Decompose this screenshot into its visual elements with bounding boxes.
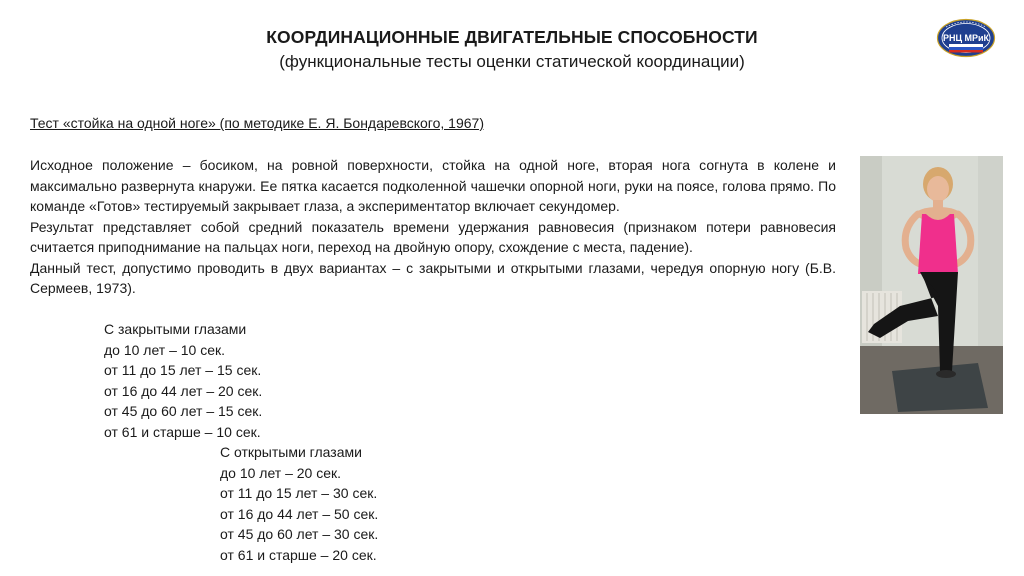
list-item: до 10 лет – 20 сек.	[220, 464, 342, 481]
logo-text: РНЦ МРиК	[942, 33, 990, 43]
slide-subtitle: (функциональные тесты оценки статической координации)	[279, 52, 745, 71]
open-eyes-norms	[220, 442, 378, 565]
list-item: до 10 лет – 10 сек.	[104, 341, 226, 358]
list-item: от 11 до 15 лет – 30 сек.	[220, 485, 378, 501]
list-item: от 11 до 15 лет – 15 сек.	[104, 362, 262, 378]
list-item: от 45 до 60 лет – 30 сек.	[220, 526, 379, 542]
paragraph-result: Результат представляет собой средний показатель времени удержания равновесия (признаком потери равновесия считается приподнимание на пальцах ноги, переход на двойную опору, схождение с места, падение).	[30, 218, 836, 255]
paragraph-initial-position: Исходное положение – босиком, на ровной поверхности, стойка на одной ноге, вторая нога согнута в колене и максимально развернута кнаружи. Ее пятка касается подколенной чашечки опорной ноги, руки на поясе, голова прямо. По команде «Готов» тестируемый закрывает глаза, а экспериментатор включает секундомер.	[30, 157, 836, 214]
slide-title: КООРДИНАЦИОННЫЕ ДВИГАТЕЛЬНЫЕ СПОСОБНОСТИ	[266, 27, 758, 47]
list-item: от 61 и старше – 10 сек.	[104, 423, 261, 440]
test-description	[30, 155, 836, 299]
closed-eyes-title: С закрытыми глазами	[104, 321, 247, 337]
list-item: от 61 и старше – 20 сек.	[220, 546, 377, 563]
closed-eyes-norms	[104, 319, 262, 442]
open-eyes-title: С открытыми глазами	[220, 444, 362, 460]
list-item: от 45 до 60 лет – 15 сек.	[104, 403, 263, 419]
organization-logo	[936, 18, 996, 58]
list-item: от 16 до 44 лет – 20 сек.	[104, 382, 263, 399]
paragraph-variants: Данный тест, допустимо проводить в двух вариантах – с закрытыми и открытыми глазами, чередуя опорную ногу (Б.В. Сермеев, 1973).	[30, 259, 836, 296]
one-leg-stance-photo	[860, 156, 1003, 414]
list-item: от 16 до 44 лет – 50 сек.	[220, 505, 379, 522]
test-heading: Тест «стойка на одной ноге» (по методике Е. Я. Бондаревского, 1967)	[30, 115, 484, 131]
